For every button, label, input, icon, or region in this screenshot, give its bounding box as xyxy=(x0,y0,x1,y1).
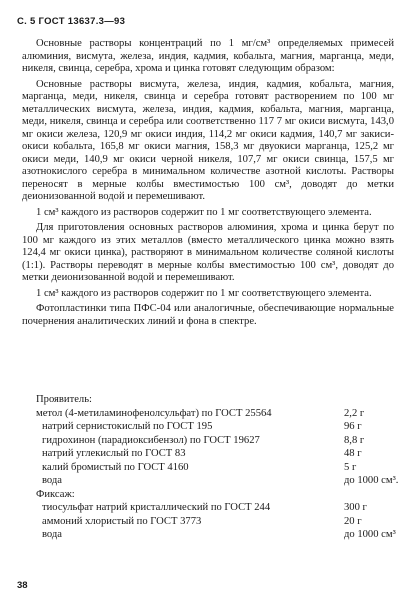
recipe-row xyxy=(22,474,399,488)
recipe-row xyxy=(22,434,394,448)
reagent-name: вода xyxy=(42,475,63,486)
paragraph: Фотопластинки типа ПФС-04 или аналогичные, обеспечивающие нормальные почернения аналитических линий и фона в спектре. xyxy=(22,303,394,327)
recipe-row xyxy=(22,447,394,461)
recipe-row xyxy=(22,501,394,515)
reagent-amount: 96 г xyxy=(344,421,362,432)
page-header: С. 5 ГОСТ 13637.3—93 xyxy=(17,16,126,27)
recipe-section xyxy=(22,393,399,542)
body-text xyxy=(22,38,394,331)
reagent-name: аммоний хлористый по ГОСТ 3773 xyxy=(42,515,202,527)
reagent-amount: 300 г xyxy=(344,502,367,513)
paragraph: Основные растворы висмута, железа, индия, кадмия, кобальта, магния, марганца, меди, никеля, свинца и серебра готовят растворением по 100 мг металлических висмута, железа, индия, кадмия, кобальта, магния, марганца, меди, никеля, свинца и серебра или соответственно 117 7 мг окиси висмута, 143,0 мг окиси железа, 120,9 мг окиси индия, 114,2 мг окиси кадмия, 140,7 мг закиси-окиси кобальта, 165,8 мг окиси магния, 158,3 мг двуокиси марганца, 125,2 мг окиси меди, 140,9 мг окиси черной никеля, 107,7 мг окиси свинца, 157,5 мг азотнокислого серебра в минимальном количестве азотной кислоты. Растворы переносят в мерные колбы вместимостью 100 см³, доводят до метки деионизованной водой и перемешивают. xyxy=(22,78,394,202)
reagent-amount: 8,8 г xyxy=(344,434,365,446)
reagent-name: тиосульфат натрий кристаллический по ГОСТ 244 xyxy=(42,502,271,513)
reagent-amount: 20 г xyxy=(344,515,362,527)
reagent-name: вода xyxy=(42,529,63,540)
reagent-name: натрий углекислый по ГОСТ 83 xyxy=(42,448,186,459)
reagent-name: натрий сернистокислый по ГОСТ 195 xyxy=(42,421,213,432)
reagent-amount: 2,2 г xyxy=(344,407,365,419)
reagent-amount: 48 г xyxy=(344,448,362,459)
recipe-row xyxy=(22,407,394,421)
reagent-amount: до 1000 см³. xyxy=(344,475,399,486)
reagent-name: метол (4-метиламинофенолсульфат) по ГОСТ 25564 xyxy=(36,407,272,419)
paragraph: 1 см³ каждого из растворов содержит по 1 мг соответствующего элемента. xyxy=(36,206,372,218)
paragraph: Основные растворы концентраций по 1 мг/см³ определяемых примесей алюминия, висмута, железа, индия, кадмия, кобальта, магния, марганца, меди, никеля, свинца, серебра, хрома и цинка готовят следующим образом: xyxy=(22,38,394,74)
paragraph: Для приготовления основных растворов алюминия, хрома и цинка берут по 100 мг каждого из этих металлов (вместо металлического цинка можно взять 124,4 мг окиси цинка), растворяют в минимальном количестве соляной кислоты (1:1). Растворы переводят в мерные колбы вместимостью 100 см³, доводят до метки деионизованной водой и перемешивают. xyxy=(22,222,394,283)
fixer-heading: Фиксаж: xyxy=(36,488,75,500)
developer-heading: Проявитель: xyxy=(36,394,92,405)
recipe-row xyxy=(22,420,394,434)
reagent-amount: 5 г xyxy=(344,461,357,473)
recipe-row xyxy=(22,461,394,475)
recipe-row xyxy=(22,515,394,529)
reagent-name: гидрохинон (парадиоксибензол) по ГОСТ 19627 xyxy=(42,434,260,446)
paragraph: 1 см³ каждого из растворов содержит по 1 мг соответствующего элемента. xyxy=(36,287,372,299)
page-number: 38 xyxy=(17,580,28,591)
reagent-amount: до 1000 см³ xyxy=(344,529,396,540)
recipe-row xyxy=(22,528,394,542)
reagent-name: калий бромистый по ГОСТ 4160 xyxy=(42,461,189,473)
